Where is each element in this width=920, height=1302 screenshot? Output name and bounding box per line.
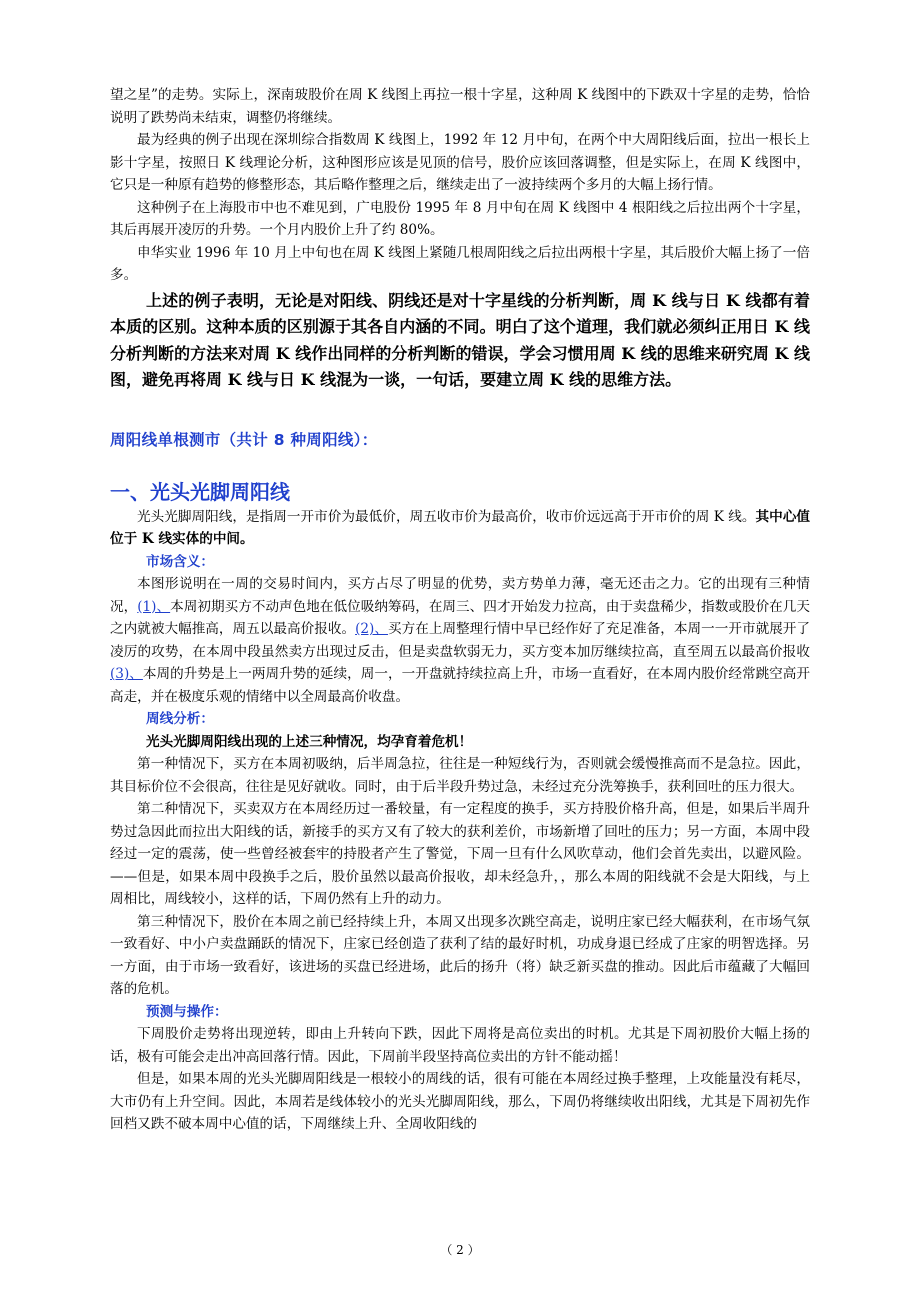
weekly-analysis-paragraph-1: 第一种情况下，买方在本周初吸纳，后半周急拉，往往是一种短线行为，否则就会缓慢推高而不是急拉。因此，其目标价位不会很高，往往是见好就收。同时，由于后半段升势过急，未经过充分洗筹换手，获利回吐的压力很大。 [110,756,810,795]
case-1-link[interactable]: (1)、 [137,598,171,615]
market-meaning-text-1: 本图形说明在一周的交易时间内，买方占尽了明显的优势，卖方势单力薄，毫无还击之力。它的出现有三种情况， [110,576,810,615]
case-2-link[interactable]: (2)、 [355,621,388,637]
weekly-analysis-paragraph-2: 第二种情况下，买卖双方在本周经历过一番较量，有一定程度的换手，买方持股价格升高，但是，如果后半周升势过急因此而拉出大阳线的话，新接手的买方又有了较大的获利差价，市场新增了回吐的压力；另一方面，本周中段经过一定的震荡，使一些曾经被套牢的持股者产生了警觉，下周一旦有什么风吹草动，他们会首先卖出，以避风险。——但是，如果本周中段换手之后，股价虽然以最高价报收，却未经急升，，那么本周的阳线就不会是大阳线，与上周相比，周线较小，这样的话，下周仍然有上升的动力。 [110,801,810,907]
market-meaning-text-2: 本周初期买方不动声色地在低位吸纳筹码，在周三、四才开始发力拉高，由于卖盘稀少，指数或股价在几天之内就被大幅推高，周五以最高价报收。 [110,598,811,637]
intro-paragraph-1: 望之星”的走势。实际上，深南玻股价在周 K 线图上再拉一根十字星，这种周 K 线图中的下跌双十字星的走势，恰恰说明了跌势尚未结束，调整仍将继续。 [110,87,810,126]
intro-paragraph-2: 最为经典的例子出现在深圳综合指数周 K 线图上，1992 年 12 月中旬，在两个中大周阳线后面，拉出一根长上影十字星，按照日 K 线理论分析，这种图形应该是见顶的信号，股价应该回落调整，但是实际上，在周 K 线图中，它只是一种原有趋势的修整形态，其后略作整理之后，继续走出了一波持续两个多月的大幅上扬行情。 [110,132,810,193]
definition-bold: 其中心值位于 K 线实体的中间。 [110,508,811,547]
intro-paragraph-4: 申华实业 1996 年 10 月上中旬也在周 K 线图上紧随几根周阳线之后拉出两根十字星，其后股价大幅上扬了一倍多。 [110,244,810,283]
forecast-paragraph-1: 下周股价走势将出现逆转，即由上升转向下跌，因此下周将是高位卖出的时机。尤其是下周初股价大幅上扬的话，极有可能会走出冲高回落行情。因此，下周前半段坚持高位卖出的方针不能动摇！ [110,1026,810,1065]
market-meaning-text-4: 本周的升势是上一两周升势的延续，周一，一开盘就持续拉高上升，市场一直看好，在本周内股价经常跳空高开高走，并在极度乐观的情绪中以全周最高价收盘。 [110,666,811,705]
heading-bald-candle: 一、光头光脚周阳线 [110,479,290,504]
weekly-analysis-label: 周线分析： [146,711,214,727]
definition-text: 光头光脚周阳线，是指周一开市价为最低价，周五收市价为最高价，收市价远远高于开市价的周 K 线。 [137,508,756,525]
page-number: （ 2 ） [440,1243,480,1257]
weekly-analysis-paragraph-3: 第三种情况下，股价在本周之前已经持续上升，本周又出现多次跳空高走，说明庄家已经大幅获利，在市场气氛一致看好、中小户卖盘踊跃的情况下，庄家已经创造了获利了结的最好时机，功成身退已经成了庄家的明智选择。另一方面，由于市场一致看好，该进场的买盘已经进场，此后的扬升（将）缺乏新买盘的推动。因此后市蕴藏了大幅回落的危机。 [110,913,810,997]
forecast-paragraph-2: 但是，如果本周的光头光脚周阳线是一根较小的周线的话，很有可能在本周经过换手整理，上攻能量没有耗尽，大市仍有上升空间。因此，本周若是线体较小的光头光脚周阳线，那么，下周仍将继续收出阳线，尤其是下周初先作回档又跌不破本周中心值的话，下周继续上升、全周收阳线的 [110,1071,810,1132]
case-3-link[interactable]: (3)、 [110,666,143,682]
document-page [110,84,810,1136]
conclusion-paragraph: 上述的例子表明，无论是对阳线、阴线还是对十字星线的分析判断，周 K 线与日 K 线都有着本质的区别。这种本质的区别源于其各自内涵的不同。明白了这个道理，我们就必须纠正用日 K 线分析判断的方法来对周 K 线作出同样的分析判断的错误，学会习惯用周 K 线的思维来研究周 K 线图，避免再将周 K 线与日 K 线混为一谈，一句话，要建立周 K 线的思维方法。 [110,290,810,389]
intro-paragraph-3: 这种例子在上海股市中也不难见到，广电股份 1995 年 8 月中旬在周 K 线图中 4 根阳线之后拉出两个十字星，其后再展开凌厉的升势。一个月内股价上升了约 80%。 [110,199,810,238]
market-meaning-paragraph [110,573,810,708]
forecast-label: 预测与操作： [146,1003,228,1020]
market-meaning-text-3: 买方在上周整理行情中早已经作好了充足准备，本周一一开市就展开了凌厉的攻势，在本周中段虽然卖方出现过反击，但是卖盘软弱无力，买方变本加厉继续拉高，直至周五以最高价报收 [110,621,811,660]
section-title: 周阳线单根测市（共计 8 种周阳线）： [110,430,378,449]
weekly-analysis-bold-line: 光头光脚周阳线出现的上述三种情况，均孕育着危机！ [146,733,473,750]
market-meaning-label: 市场含义： [146,553,214,570]
definition-paragraph [110,506,810,551]
